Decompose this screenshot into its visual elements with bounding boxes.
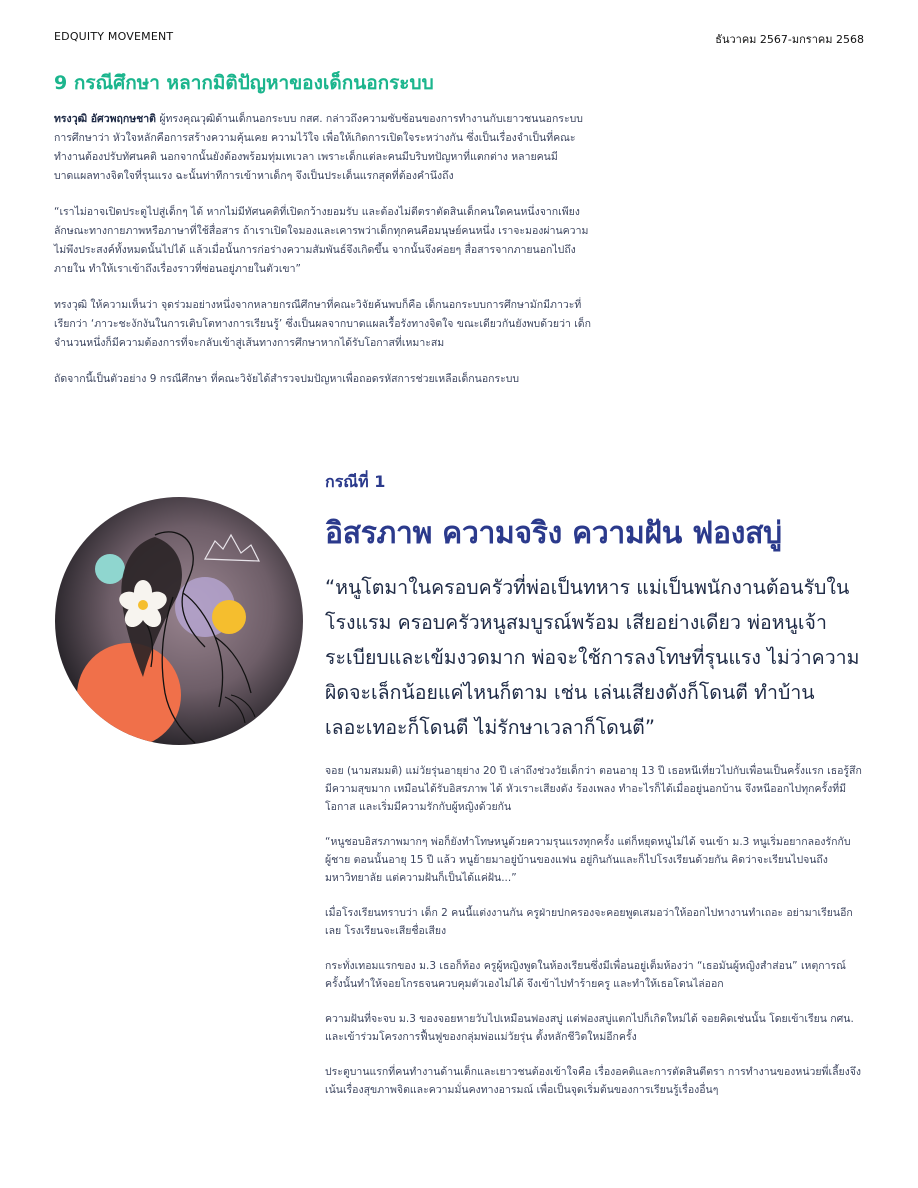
intro-paragraph-3: ทรงวุฒิ ให้ความเห็นว่า จุดร่วมอย่างหนึ่งจากหลายกรณีศึกษาที่คณะวิจัยค้นพบก็คือ เด็กนอกระบบการศึกษามักมีภาวะที่เรียกว่า ‘ภาวะชะงักงันในการเติบโตทางการเรียนรู้’ ซึ่งเป็นผลจากบาดแผลเรื้อรังทางจิตใจ ขณะเดียวกันยังพบด้วยว่า เด็กจำนวนหนึ่งก็มีความต้องการที่จะกลับเข้าสู่เส้นทางการศึกษาหากได้รับโอกาสที่เหมาะสม [54, 299, 591, 349]
case-paragraph-4: กระทั่งเทอมแรกของ ม.3 เธอก็ท้อง ครูผู้หญิงพูดในห้องเรียนซึ่งมีเพื่อนอยู่เต็มห้องว่า “เธอมันผู้หญิงสำส่อน” เหตุการณ์ครั้งนั้นทำให้จอยโกรธจนควบคุมตัวเองไม่ได้ จึงเข้าไปทำร้ายครู และทำให้เธอโดนไล่ออก [325, 960, 846, 990]
intro-text [54, 110, 594, 406]
brand-name: EDQUITY MOVEMENT [54, 30, 174, 43]
intro-paragraph-4: ถัดจากนี้เป็นตัวอย่าง 9 กรณีศึกษา ที่คณะวิจัยได้สำรวจปมปัญหาเพื่อถอดรหัสการช่วยเหลือเด็กนอกระบบ [54, 373, 520, 385]
case-label: กรณีที่ 1 [325, 472, 386, 491]
case-quote: “หนูโตมาในครอบครัวที่พ่อเป็นทหาร แม่เป็นพนักงานต้อนรับในโรงแรม ครอบครัวหนูสมบูรณ์พร้อม เสียอย่างเดียว พ่อหนูเจ้าระเบียบและเข้มงวดมาก พ่อจะใช้การลงโทษที่รุนแรง ไม่ว่าความผิดจะเล็กน้อยแค่ไหนก็ตาม เช่น เล่นเสียงดังก็โดนตี ทำบ้านเลอะเทอะก็โดนตี ไม่รักษาเวลาก็โดนตี” [325, 576, 860, 739]
yellow-circle [212, 600, 246, 634]
issue-date: ธันวาคม 2567-มกราคม 2568 [715, 33, 864, 46]
case-paragraph-5: ความฝันที่จะจบ ม.3 ของจอยหายวับไปเหมือนฟองสบู่ แต่ฟองสบู่แตกไปก็เกิดใหม่ได้ จอยคิดเช่นนั้น โดยเข้าเรียน กศน. และเข้าร่วมโครงการฟื้นฟูของกลุ่มพ่อแม่วัยรุ่น ตั้งหลักชีวิตใหม่อีกครั้ง [325, 1013, 854, 1043]
intro-paragraph-1-text: ผู้ทรงคุณวุฒิด้านเด็กนอกระบบ กสศ. กล่าวถึงความซับซ้อนของการทำงานกับเยาวชนนอกระบบการศึกษาว่า หัวใจหลักคือการสร้างความคุ้นเคย ความไว้ใจ เพื่อให้เกิดการเปิดใจระหว่างกัน ซึ่งเป็นเรื่องจำเป็นที่คณะทำงานต้องปรับทัศนคติ นอกจากนั้นยังต้องพร้อมทุ่มเทเวลา เพราะเด็กแต่ละคนมีบริบทปัญหาที่แตกต่าง หลายคนมีบาดแผลทางจิตใจที่รุนแรง ฉะนั้นท่าทีการเข้าหาเด็กๆ จึงเป็นประเด็นแรกสุดที่ต้องคำนึงถึง [54, 113, 583, 182]
case-paragraph-1: จอย (นามสมมติ) แม่วัยรุ่นอายุย่าง 20 ปี เล่าถึงช่วงวัยเด็กว่า ตอนอายุ 13 ปี เธอหนีเที่ยวไปกับเพื่อนเป็นครั้งแรก เธอรู้สึกมีความสุขมาก เหมือนได้รับอิสรภาพ ได้ หัวเราะเสียงดัง ร้องเพลง ทำอะไรก็ได้เมื่ออยู่นอกบ้าน จึงหนีออกไปทุกครั้งที่มีโอกาส และเริ่มมีความรักกับผู้หญิงด้วยกัน [325, 765, 862, 813]
case-paragraph-6: ประตูบานแรกที่คนทำงานด้านเด็กและเยาวชนต้องเข้าใจคือ เรื่องอคติและการตัดสินตีตรา การทำงานของหน่วยพี่เลี้ยงจึงเน้นเรื่องสุขภาพจิตและความมั่นคงทางอารมณ์ เพื่อเป็นจุดเริ่มต้นของการเรียนรู้เรื่องอื่นๆ [325, 1066, 862, 1096]
case-illustration [55, 497, 303, 745]
author-name: ทรงวุฒิ อัศวพฤกษชาติ [54, 113, 156, 125]
section-title: 9 กรณีศึกษา หลากมิติปัญหาของเด็กนอกระบบ [54, 72, 434, 94]
teal-circle [95, 554, 125, 584]
case-paragraph-2: “หนูชอบอิสรภาพมากๆ พ่อก็ยังทำโทษหนูด้วยความรุนแรงทุกครั้ง แต่ก็หยุดหนูไม่ได้ จนเข้า ม.3 หนูเริ่มอยากลองรักกับผู้ชาย ตอนนั้นอายุ 15 ปี แล้ว หนูย้ายมาอยู่บ้านของแฟน อยู่กินกันและก็ไปโรงเรียนด้วยกัน คิดว่าจะเรียนไปจนถึงมหาวิทยาลัย แต่ความฝันก็เป็นได้แค่ฝัน...” [325, 836, 851, 884]
case-title: อิสรภาพ ความจริง ความฝัน ฟองสบู่ [325, 516, 782, 551]
intro-paragraph-1 [54, 110, 594, 186]
case-body [325, 762, 863, 1116]
case-paragraph-3: เมื่อโรงเรียนทราบว่า เด็ก 2 คนนี้แต่งงานกัน ครูฝ่ายปกครองจะคอยพูดเสมอว่าให้ออกไปหางานทำเถอะ อย่ามาเรียนอีกเลย โรงเรียนจะเสียชื่อเสียง [325, 907, 853, 937]
intro-paragraph-2: “เราไม่อาจเปิดประตูไปสู่เด็กๆ ได้ หากไม่มีทัศนคติที่เปิดกว้างยอมรับ และต้องไม่ตีตราตัดสินเด็กคนใดคนหนึ่งจากเพียงลักษณะทางกายภาพหรือภาษาที่ใช้สื่อสาร ถ้าเราเปิดใจมองและเคารพว่าเด็กทุกคนคือมนุษย์คนหนึ่ง เราจะมองผ่านความไม่พึงประสงค์ทั้งหมดนั้นไปได้ แล้วเมื่อนั้นการก่อร่างความสัมพันธ์จึงเกิดขึ้น จากนั้นจึงค่อยๆ สื่อสารจากภายนอกไปถึงภายใน ทำให้เราเข้าถึงเรื่องราวที่ซ่อนอยู่ภายในตัวเขา” [54, 206, 589, 275]
page-header [54, 30, 864, 46]
